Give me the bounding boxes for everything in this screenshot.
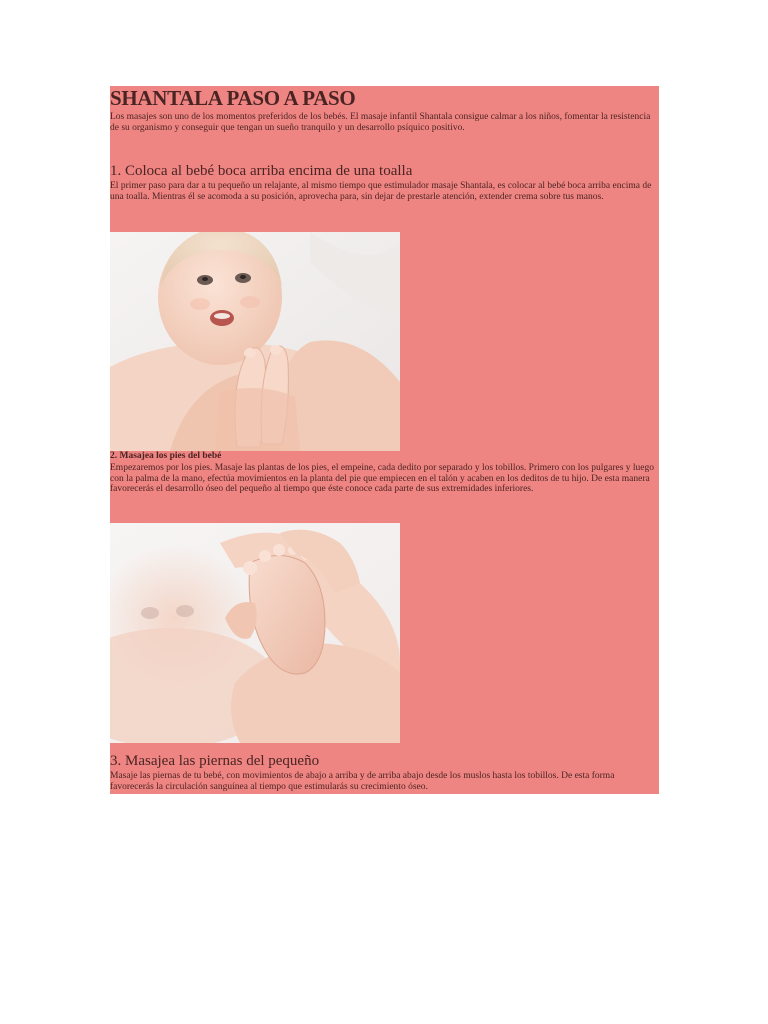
foot-massage-photo bbox=[110, 523, 400, 743]
step-1-heading: 1. Coloca al bebé boca arriba encima de una toalla bbox=[110, 163, 413, 179]
step-3-text: Masaje las piernas de tu bebé, con movimientos de abajo a arriba y de arriba abajo desde los muslos hasta los tobillos. De esta forma favorecerás la circulación sanguínea al tiempo que estimularás su crecimiento óseo. bbox=[110, 771, 615, 792]
intro-paragraph: Los masajes son uno de los momentos preferidos de los bebés. El masaje infantil Shantala consigue calmar a los niños, fomentar la resistencia de su organismo y conseguir que tengan un sueño tranquilo y un desarrollo psíquico positivo. bbox=[110, 112, 651, 133]
step-2-heading: 2. Masajea los pies del bebé bbox=[110, 451, 222, 461]
step-1-text: El primer paso para dar a tu pequeño un relajante, al mismo tiempo que estimulador masaje Shantala, es colocar al bebé boca arriba encima de una toalla. Mientras él se acomoda a su posición, aprovecha para, sin dejar de prestarle atención, extender crema sobre tus manos. bbox=[110, 181, 652, 202]
page-title: SHANTALA PASO A PASO bbox=[110, 86, 356, 110]
baby-feet-photo bbox=[110, 232, 400, 451]
step-2-text: Empezaremos por los pies. Masaje las plantas de los pies, el empeine, cada dedito por separado y los tobillos. Primero con los pulgares y luego con la palma de la mano, efectúa movimientos en la planta del pie que empiecen en el talón y acaben en los deditos de tu hijo. De esta manera favorecerás el desarrollo óseo del pequeño al tiempo que éste conoce cada parte de sus extremidades inferiores. bbox=[110, 463, 655, 494]
document-panel bbox=[110, 86, 659, 794]
step-3-heading: 3. Masajea las piernas del pequeño bbox=[110, 753, 320, 769]
